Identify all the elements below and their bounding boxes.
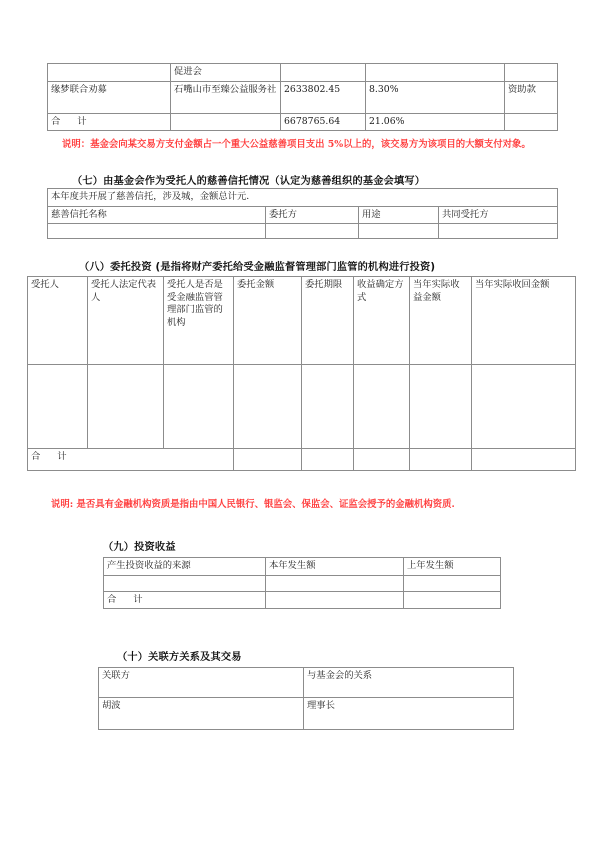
cell-related-party: 胡波 [99, 698, 304, 730]
table-total-row [48, 113, 558, 131]
col-legal-rep: 受托人法定代表人 [88, 277, 164, 365]
cell-type [505, 113, 558, 131]
cell-amount: 6678765.64 [281, 113, 366, 131]
cell-project [48, 64, 171, 82]
col-entrusted-amount: 委托金额 [234, 277, 302, 365]
col-related-party: 关联方 [99, 668, 304, 698]
cell-prior-year [404, 591, 501, 609]
table-row [48, 224, 558, 239]
total-label: 合 计 [28, 449, 234, 471]
cell-is-regulated [164, 365, 234, 449]
table-row [99, 698, 514, 730]
related-party-table [98, 667, 514, 730]
cell-percent: 8.30% [366, 81, 505, 113]
cell-entrusted-term [302, 449, 354, 471]
table-header-row [104, 558, 501, 576]
table-row [104, 575, 501, 591]
note-major-payees: 说明：基金会向某交易方支付金额占一个重大公益慈善项目支出 5%以上的，该交易方为该项目的大额支付对象。 [62, 139, 531, 150]
cell-entrusted-amount [234, 365, 302, 449]
table-row [28, 365, 576, 449]
col-actual-income: 当年实际收益金额 [410, 277, 472, 365]
cell-amount [281, 64, 366, 82]
total-label: 合 计 [104, 591, 266, 609]
cell-actual-recovered [472, 365, 576, 449]
table-header-row [99, 668, 514, 698]
col-purpose: 用途 [359, 206, 439, 224]
cell-relation: 理事长 [304, 698, 514, 730]
col-current-year: 本年发生额 [266, 558, 404, 576]
cell-trustee [28, 365, 88, 449]
table-row [48, 64, 558, 82]
cell-current-year [266, 591, 404, 609]
col-relation: 与基金会的关系 [304, 668, 514, 698]
heading-section-9: （九）投资收益 [103, 542, 176, 553]
cell-actual-income [410, 365, 472, 449]
col-entrusted-term: 委托期限 [302, 277, 354, 365]
cell-co-trustee [439, 224, 558, 239]
col-actual-recovered: 当年实际收回金额 [472, 277, 576, 365]
cell-payee [171, 113, 281, 131]
cell-project: 缘梦联合劝募 [48, 81, 171, 113]
table-row [48, 81, 558, 113]
heading-section-7: （七）由基金会作为受托人的慈善信托情况（认定为慈善组织的基金会填写） [72, 176, 426, 187]
cell-type: 资助款 [505, 81, 558, 113]
heading-section-8: （八）委托投资 (是指将财产委托给受金融监督管理部门监管的机构进行投资) [79, 262, 436, 273]
charity-trust-table [47, 188, 558, 239]
table-total-row [104, 591, 501, 609]
cell-yield-method [354, 449, 410, 471]
cell-actual-income [410, 449, 472, 471]
heading-section-10: （十）关联方关系及其交易 [117, 652, 242, 663]
major-payees-table [47, 63, 558, 131]
col-co-trustee: 共同受托方 [439, 206, 558, 224]
note-entrusted-investment: 说明: 是否具有金融机构资质是指由中国人民银行、银监会、保监会、证监会授予的金融机构资质. [51, 499, 455, 510]
trust-summary-text: 本年度共开展了慈善信托，涉及城，金额总计元. [48, 189, 558, 207]
trust-summary-row [48, 189, 558, 207]
cell-payee: 石嘴山市至臻公益服务社 [171, 81, 281, 113]
cell-payee: 促进会 [171, 64, 281, 82]
table-header-row [48, 206, 558, 224]
cell-legal-rep [88, 365, 164, 449]
investment-income-table [103, 557, 501, 609]
cell-percent [366, 64, 505, 82]
cell-percent: 21.06% [366, 113, 505, 131]
col-consignor: 委托方 [266, 206, 359, 224]
cell-trust-name [48, 224, 266, 239]
cell-purpose [359, 224, 439, 239]
cell-entrusted-term [302, 365, 354, 449]
cell-income-source [104, 575, 266, 591]
cell-current-year [266, 575, 404, 591]
col-yield-method: 收益确定方式 [354, 277, 410, 365]
total-label: 合 计 [48, 113, 171, 131]
col-is-regulated: 受托人是否是受金融监管管理部门监管的机构 [164, 277, 234, 365]
cell-entrusted-amount [234, 449, 302, 471]
cell-yield-method [354, 365, 410, 449]
table-total-row [28, 449, 576, 471]
col-trust-name: 慈善信托名称 [48, 206, 266, 224]
cell-prior-year [404, 575, 501, 591]
col-trustee: 受托人 [28, 277, 88, 365]
col-income-source: 产生投资收益的来源 [104, 558, 266, 576]
cell-amount: 2633802.45 [281, 81, 366, 113]
table-header-row [28, 277, 576, 365]
entrusted-investment-table [27, 276, 576, 471]
col-prior-year: 上年发生额 [404, 558, 501, 576]
cell-type [505, 64, 558, 82]
cell-actual-recovered [472, 449, 576, 471]
cell-consignor [266, 224, 359, 239]
